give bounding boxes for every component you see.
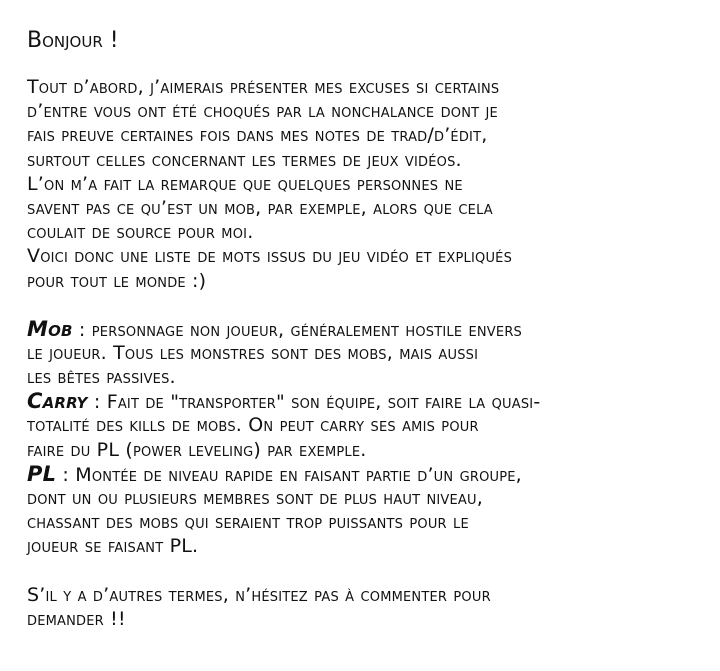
intro-line: fais preuve certaines fois dans mes notes de trad/d’édit, — [27, 124, 488, 147]
definition-line: totalité des kills de mobs. On peut carry ses amis pour — [27, 414, 479, 437]
intro-line: d’entre vous ont été choqués par la nonchalance dont je — [27, 100, 498, 123]
definition-line — [27, 462, 699, 486]
translator-note — [27, 27, 699, 655]
definition-text: : personnage non joueur, généralement hostile envers — [72, 318, 523, 341]
definition-line — [27, 317, 699, 341]
intro-line: pour tout le monde :) — [27, 269, 207, 292]
intro-paragraph — [27, 75, 699, 293]
definition-line: les bêtes passives. — [27, 366, 176, 389]
definition-line: chassant des mobs qui seraient trop puissants pour le — [27, 511, 469, 534]
intro-line: L’on m’a fait la remarque que quelques personnes ne — [27, 172, 463, 195]
definition-line: joueur se faisant PL. — [27, 535, 199, 558]
intro-line: surtout celles concernant les termes de jeux vidéos. — [27, 148, 462, 171]
intro-line: coulait de source pour moi. — [27, 221, 254, 244]
definition-line: dont un ou plusieurs membres sont de plus haut niveau, — [27, 487, 483, 509]
closing-line: S’il y a d’autres termes, n’hésitez pas à commenter pour — [27, 583, 491, 606]
definition-line: le joueur. Tous les monstres sont des mobs, mais aussi — [27, 341, 479, 364]
closing-line: demander !! — [27, 607, 126, 630]
intro-line: Tout d’abord, j’aimerais présenter mes excuses si certains — [27, 76, 500, 98]
intro-line: Voici donc une liste de mots issus du jeu vidéo et expliqués — [27, 245, 513, 268]
term-mob: Mob — [27, 316, 73, 341]
definition-mob — [27, 317, 699, 390]
definition-line: faire du PL (power leveling) par exemple. — [27, 438, 367, 461]
closing-paragraph — [27, 583, 699, 631]
definition-line — [27, 389, 699, 413]
greeting: Bonjour ! — [27, 28, 119, 53]
intro-line: savent pas ce qu’est un mob, par exemple, alors que cela — [27, 196, 493, 219]
definition-pl — [27, 462, 699, 559]
term-pl: PL — [27, 461, 57, 486]
definition-text: : Fait de "transporter" son équipe, soit faire la quasi- — [87, 391, 541, 414]
definition-carry — [27, 389, 699, 462]
term-carry: Carry — [27, 389, 88, 414]
definitions-list — [27, 317, 699, 559]
definition-text: : Montée de niveau rapide en faisant partie d’un groupe, — [56, 463, 522, 486]
